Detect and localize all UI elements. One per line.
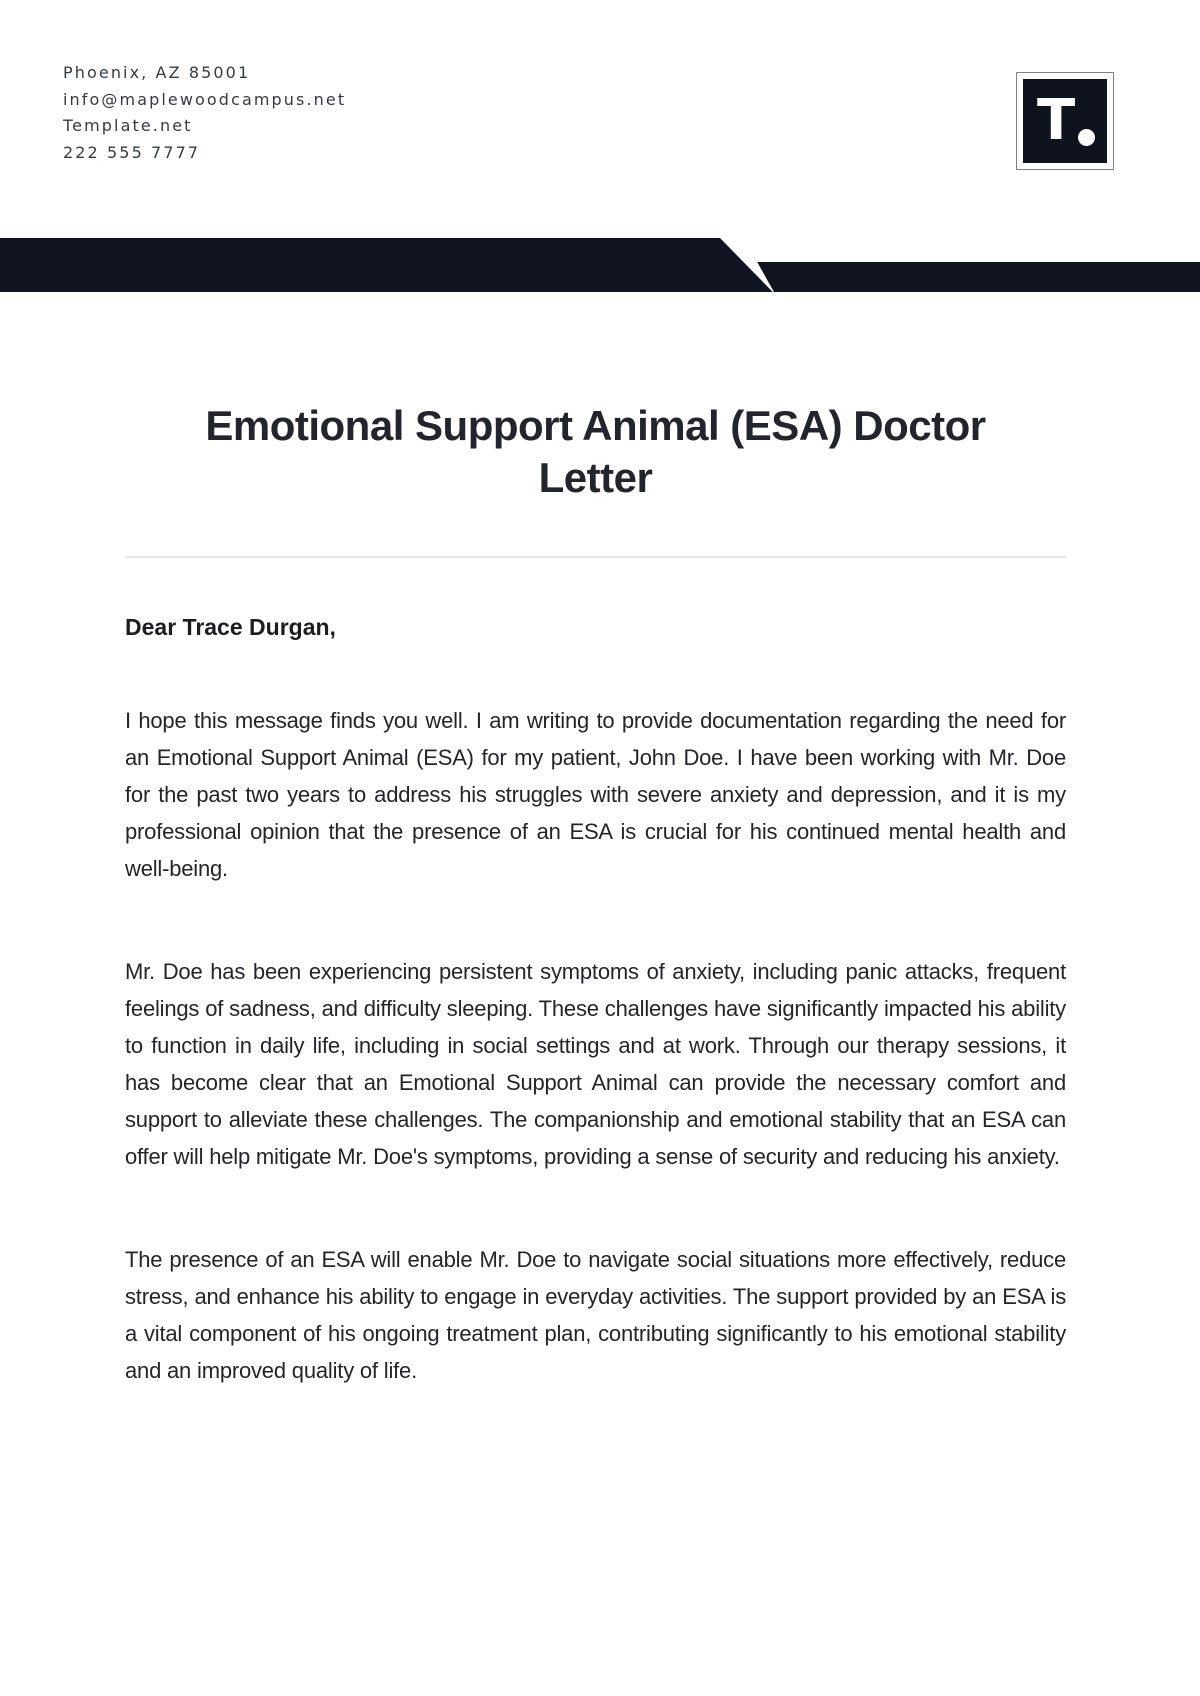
logo-letter: T <box>1037 88 1076 153</box>
salutation: Dear Trace Durgan, <box>125 614 336 640</box>
paragraph-1: I hope this message finds you well. I am writing to provide documentation regarding the need for an Emotional Support Animal (ESA) for my patient, John Doe. I have been working with Mr. Doe for the past two years to address his struggles with severe anxiety and depression, and it is my professional opinion that the presence of an ESA is crucial for his continued mental health and well-being. <box>125 708 1066 881</box>
divider-line <box>125 556 1066 558</box>
logo-dot-icon <box>1078 129 1095 146</box>
header-contact-block <box>63 60 346 166</box>
paragraph-3: The presence of an ESA will enable Mr. Doe to navigate social situations more effectively, reduce stress, and enhance his ability to engage in everyday activities. The support provided by an ESA is a vital component of his ongoing treatment plan, contributing significantly to his emotional stability and an improved quality of life. <box>125 1247 1066 1383</box>
template-net-logo <box>1016 72 1114 170</box>
contact-phone: 222 555 7777 <box>63 142 201 162</box>
header-banner <box>0 238 1200 292</box>
letter-title: Emotional Support Animal (ESA) Doctor Letter <box>205 402 986 501</box>
letter-body <box>125 400 1066 1389</box>
contact-email: info@maplewoodcampus.net <box>63 89 347 109</box>
contact-address: Phoenix, AZ 85001 <box>63 63 251 82</box>
contact-website: Template.net <box>63 116 193 135</box>
template-logo-icon <box>1023 79 1107 163</box>
paragraph-2: Mr. Doe has been experiencing persistent symptoms of anxiety, including panic attacks, frequent feelings of sadness, and difficulty sleeping. These challenges have significantly impacted his ability to function in daily life, including in social settings and at work. Through our therapy sessions, it has become clear that an Emotional Support Animal can provide the necessary comfort and support to alleviate these challenges. The companionship and emotional stability that an ESA can offer will help mitigate Mr. Doe's symptoms, providing a sense of security and reducing his anxiety. <box>125 959 1066 1169</box>
